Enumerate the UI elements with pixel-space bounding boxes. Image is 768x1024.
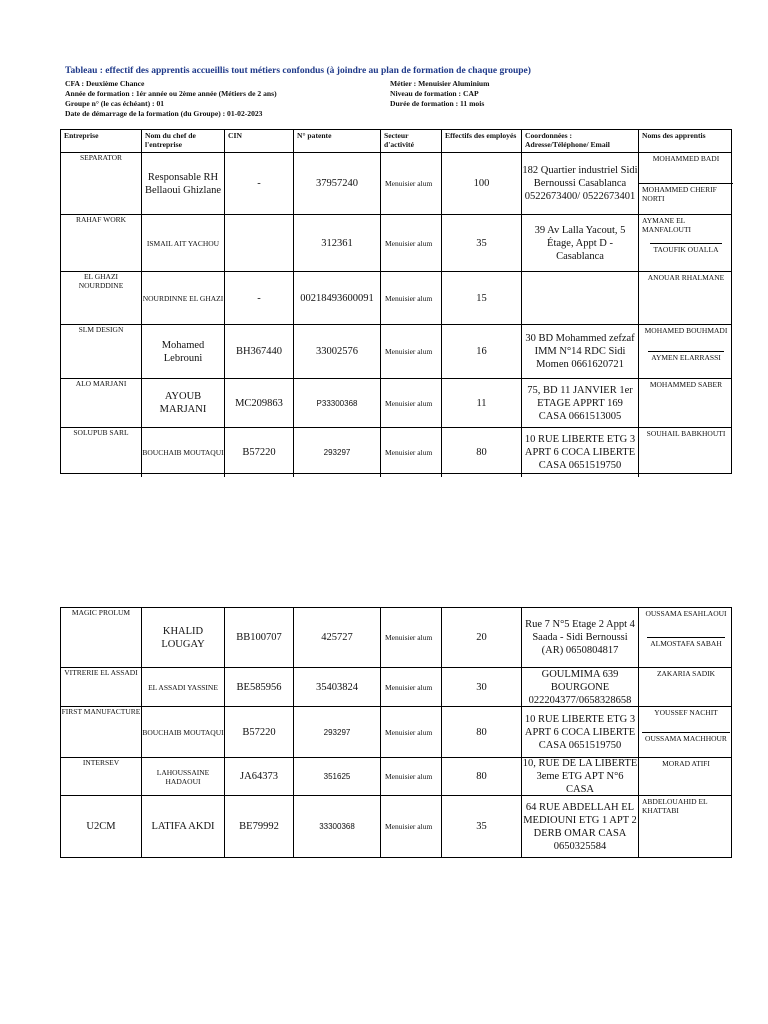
cell-patente: 33300368 [293, 796, 380, 857]
cell-chef: LAHOUSSAINE HADAOUI [141, 758, 224, 795]
cfa-label: CFA : Deuxième Chance [65, 79, 145, 88]
cell-entreprise: MAGIC PROLUM [71, 608, 131, 617]
apprentice-name: ALMOSTAFA SABAH [647, 637, 725, 667]
cell-secteur: Menuisier alum [380, 707, 441, 757]
cell-cin: - [224, 272, 293, 324]
cell-cin: BE79992 [224, 796, 293, 857]
apprentice-name: YOUSSEF NACHIT [654, 708, 718, 717]
apprentice-name: MOHAMED BOUHMADI [644, 326, 728, 335]
cell-patente: 312361 [293, 215, 380, 271]
cell-patente: 293297 [293, 707, 380, 757]
cell-chef: LATIFA AKDI [141, 796, 224, 857]
table-header-row [61, 130, 731, 152]
cell-entreprise: SLM DESIGN [78, 325, 124, 334]
cell-chef: BOUCHAIB MOUTAQUI [141, 428, 224, 477]
cell-secteur: Menuisier alum [380, 758, 441, 795]
table-row [61, 324, 731, 378]
cell-apprentis [638, 707, 733, 757]
cell-apprentis [638, 758, 733, 795]
cell-patente: 00218493600091 [293, 272, 380, 324]
apprentice-name: MORAD ATIFI [662, 759, 710, 768]
cell-coordonnees: GOULMIMA 639 BOURGONE 022204377/0658328658 [521, 668, 638, 706]
cell-apprentis [638, 428, 733, 477]
cell-apprentis [638, 668, 733, 706]
cell-patente: 351625 [293, 758, 380, 795]
cell-chef: KHALID LOUGAY [141, 608, 224, 667]
cell-entreprise: U2CM [86, 821, 116, 832]
cell-chef: NOURDINNE EL GHAZI [141, 272, 224, 324]
column-header: Nom du chef de l'entreprise [141, 130, 224, 152]
apprentice-name: MOHAMMED BADI [652, 154, 720, 163]
apprentice-name: ANOUAR RHALMANE [647, 273, 725, 282]
cell-coordonnees: 10 RUE LIBERTE ETG 3 APRT 6 COCA LIBERTE CASA 0651519750 [521, 428, 638, 477]
cell-effectif: 80 [441, 707, 521, 757]
cell-effectif: 20 [441, 608, 521, 667]
cell-coordonnees: 10, RUE DE LA LIBERTE 3eme ETG APT N°6 CASA [522, 758, 638, 795]
cell-apprentis [638, 153, 733, 214]
cell-secteur: Menuisier alum [380, 215, 441, 271]
cell-secteur: Menuisier alum [380, 153, 441, 214]
cell-entreprise: EL GHAZI NOURDDINE [78, 272, 124, 290]
duree-label: Durée de formation : 11 mois [390, 99, 485, 108]
cell-effectif: 100 [441, 153, 521, 214]
metier-label: Métier : Menuisier Aluminium [390, 79, 490, 88]
cell-entreprise: FIRST MANUFACTURE [61, 707, 141, 716]
cell-effectif: 30 [441, 668, 521, 706]
cell-effectif: 35 [441, 215, 521, 271]
cell-chef: ISMAIL AIT YACHOU [141, 215, 224, 271]
cell-patente: 293297 [293, 428, 380, 477]
cell-chef: Responsable RH Bellaoui Ghizlane [141, 153, 224, 214]
cell-effectif: 80 [441, 428, 521, 477]
cell-coordonnees: 10 RUE LIBERTE ETG 3 APRT 6 COCA LIBERTE CASA 0651519750 [521, 707, 638, 757]
cell-cin: MC209863 [224, 379, 293, 427]
cell-effectif: 16 [441, 325, 521, 378]
table-row [61, 152, 731, 214]
column-header: N° patente [293, 130, 380, 152]
table-row [61, 795, 731, 857]
apprentice-name: AYMANE EL MANFALOUTI [642, 216, 692, 234]
cell-entreprise: VITRERIE EL ASSADI [64, 668, 138, 677]
cell-patente: 33002576 [293, 325, 380, 378]
cell-secteur: Menuisier alum [380, 796, 441, 857]
cell-entreprise: ALO MARJANI [75, 379, 127, 388]
cell-secteur: Menuisier alum [380, 325, 441, 378]
cell-coordonnees: 64 RUE ABDELLAH EL MEDIOUNI ETG 1 APT 2 DERB OMAR CASA 0650325584 [521, 796, 638, 857]
cell-cin: JA64373 [224, 758, 293, 795]
table-row [61, 271, 731, 324]
cell-entreprise: SEPARATOR [79, 153, 123, 162]
cell-coordonnees: 39 Av Lalla Yacout, 5 Étage, Appt D - Casablanca [521, 215, 638, 271]
cell-chef: AYOUB MARJANI [141, 379, 224, 427]
cell-apprentis [638, 272, 733, 324]
cell-effectif: 15 [441, 272, 521, 324]
table-row [61, 378, 731, 427]
column-header: Noms des apprentis [638, 130, 733, 152]
cell-effectif: 35 [441, 796, 521, 857]
cell-entreprise: INTERSEV [82, 758, 120, 767]
niveau-label: Niveau de formation : CAP [390, 89, 479, 98]
column-header: CIN [224, 130, 293, 152]
apprentice-name: ZAKARIA SADIK [656, 669, 716, 678]
cell-secteur: Menuisier alum [380, 379, 441, 427]
cell-patente: 35403824 [293, 668, 380, 706]
cell-coordonnees: Rue 7 N°5 Etage 2 Appt 4 Saada - Sidi Bernoussi (AR) 0650804817 [521, 608, 638, 667]
cell-entreprise: SOLUPUB SARL [73, 428, 129, 437]
apprentice-name: SOUHAIL BABKHOUTI [646, 429, 726, 438]
cell-cin: BB100707 [224, 608, 293, 667]
apprentice-name: OUSSAMA ESAHLAOUI [645, 609, 727, 618]
table-row [61, 214, 731, 271]
groupe-label: Groupe n° (le cas échéant) : 01 [65, 99, 165, 108]
apprentice-name: TAOUFIK OUALLA [650, 243, 721, 272]
table-row [61, 706, 731, 757]
cell-effectif: 80 [441, 758, 521, 795]
apprentices-table-1 [60, 129, 732, 474]
cell-entreprise: RAHAF WORK [75, 215, 127, 224]
table-row [61, 608, 731, 667]
column-header: Secteur d'activité [380, 130, 441, 152]
table-row [61, 427, 731, 477]
cell-secteur: Menuisier alum [380, 272, 441, 324]
apprentice-name: ABDELOUAHID EL KHATTABI [642, 797, 708, 815]
table-row [61, 667, 731, 706]
cell-chef: EL ASSADI YASSINE [141, 668, 224, 706]
cell-patente: P33300368 [293, 379, 380, 427]
cell-coordonnees: 182 Quartier industriel Sidi Bernoussi Casablanca 0522673400/ 0522673401 [521, 153, 638, 214]
apprentice-name: MOHAMMED SABER [649, 380, 723, 389]
page-title: Tableau : effectif des apprentis accueillis tout métiers confondus (à joindre au plan de formation de chaque groupe) [65, 66, 531, 76]
cell-chef: BOUCHAIB MOUTAQUI [141, 707, 224, 757]
column-header: Coordonnées : Adresse/Téléphone/ Email [521, 130, 638, 152]
cell-cin: - [224, 153, 293, 214]
cell-cin: BH367440 [224, 325, 293, 378]
cell-patente: 37957240 [293, 153, 380, 214]
cell-coordonnees: 30 BD Mohammed zefzaf IMM N°14 RDC Sidi Momen 0661620721 [521, 325, 638, 378]
column-header: Effectifs des employés [441, 130, 521, 152]
cell-coordonnees [521, 272, 638, 324]
cell-secteur: Menuisier alum [380, 608, 441, 667]
date-label: Date de démarrage de la formation (du Groupe) : 01-02-2023 [65, 109, 263, 118]
apprentice-name: MOHAMMED CHERIF NORTI [639, 183, 733, 214]
apprentice-name: AYMEN ELARRASSI [648, 351, 724, 378]
cell-apprentis [638, 325, 733, 378]
cell-cin [224, 215, 293, 271]
cell-chef: Mohamed Lebrouni [141, 325, 224, 378]
cell-apprentis [638, 379, 733, 427]
cell-cin: BE585956 [224, 668, 293, 706]
cell-apprentis [638, 796, 733, 857]
column-header: Entreprise [64, 131, 99, 140]
cell-apprentis [638, 608, 733, 667]
cell-cin: B57220 [224, 428, 293, 477]
cell-apprentis [638, 215, 733, 271]
apprentice-name: OUSSAMA MACHHOUR [642, 732, 730, 758]
cell-patente: 425727 [293, 608, 380, 667]
cell-coordonnees: 75, BD 11 JANVIER 1er ETAGE APPRT 169 CASA 0661513005 [521, 379, 638, 427]
cell-secteur: Menuisier alum [380, 668, 441, 706]
cell-secteur: Menuisier alum [380, 428, 441, 477]
cell-effectif: 11 [441, 379, 521, 427]
table-row [61, 757, 731, 795]
annee-label: Année de formation : 1ér année ou 2ème année (Métiers de 2 ans) [65, 89, 277, 98]
cell-cin: B57220 [224, 707, 293, 757]
apprentices-table-2 [60, 607, 732, 858]
